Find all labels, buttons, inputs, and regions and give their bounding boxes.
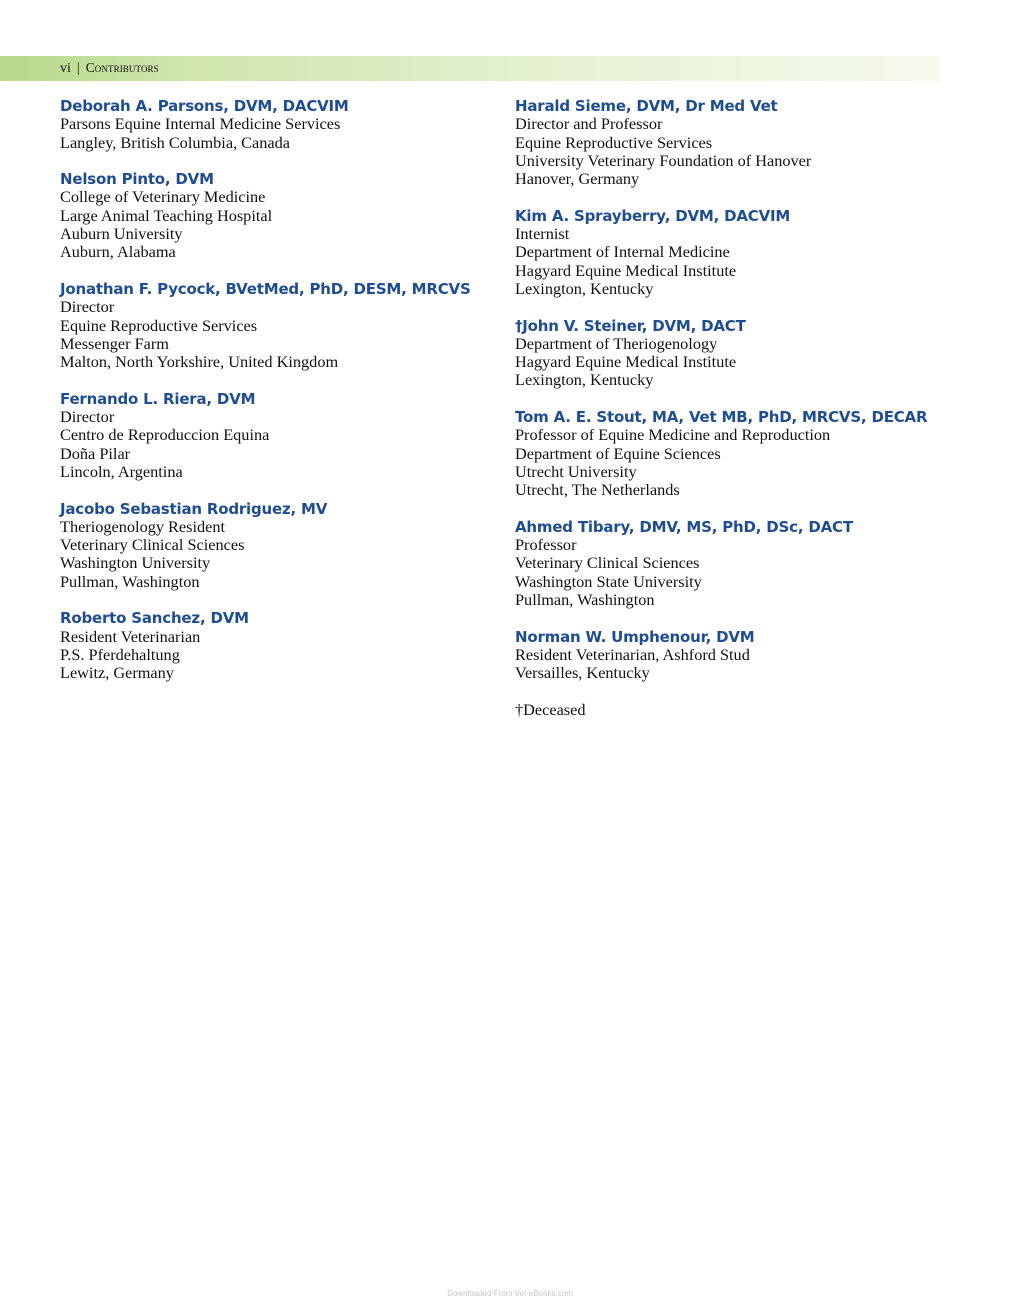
affiliation-line: Langley, British Columbia, Canada bbox=[60, 132, 291, 152]
affiliation-line: Resident Veterinarian, Ashford Stud bbox=[515, 644, 750, 664]
affiliation-line: Pullman, Washington bbox=[60, 571, 200, 591]
affiliation-line: Director bbox=[60, 297, 115, 317]
contributor-entry bbox=[515, 207, 955, 298]
affiliation-line: P.S. Pferdehaltung bbox=[60, 644, 180, 664]
affiliation-line: Messenger Farm bbox=[60, 333, 169, 353]
affiliation-line: Equine Reproductive Services bbox=[515, 132, 713, 152]
affiliation-line: Lincoln, Argentina bbox=[60, 461, 183, 481]
deceased-footnote: †Deceased bbox=[515, 699, 586, 719]
affiliation-line: Utrecht University bbox=[515, 461, 637, 481]
affiliation-line: Department of Internal Medicine bbox=[515, 242, 730, 262]
contributor-name: Fernando L. Riera, DVM bbox=[60, 389, 256, 408]
affiliation-line: Utrecht, The Netherlands bbox=[515, 480, 680, 500]
contributor-entry bbox=[515, 518, 955, 609]
affiliation-line: Washington University bbox=[60, 553, 211, 573]
affiliation-line: Lexington, Kentucky bbox=[515, 278, 654, 298]
affiliation-line: Professor of Equine Medicine and Reproduction bbox=[515, 425, 831, 445]
affiliation-line: College of Veterinary Medicine bbox=[60, 187, 266, 207]
download-watermark: Downloaded From Vet-eBooks.com bbox=[447, 1289, 573, 1298]
affiliation-line: Internist bbox=[515, 224, 570, 244]
affiliation-line: Veterinary Clinical Sciences bbox=[60, 535, 245, 555]
contributor-name: Norman W. Umphenour, DVM bbox=[515, 627, 755, 646]
affiliation-line: Hagyard Equine Medical Institute bbox=[515, 352, 737, 372]
contributor-entry bbox=[60, 170, 500, 261]
affiliation-line: Department of Theriogenology bbox=[515, 333, 718, 353]
affiliation-line: Professor bbox=[515, 535, 577, 555]
affiliation-line: Washington State University bbox=[515, 571, 702, 591]
affiliation-line: Malton, North Yorkshire, United Kingdom bbox=[60, 352, 339, 372]
affiliation-line: Lexington, Kentucky bbox=[515, 370, 654, 390]
header-separator: | bbox=[76, 61, 80, 76]
affiliation-line: Hanover, Germany bbox=[515, 169, 640, 189]
contributor-entry bbox=[60, 500, 500, 591]
contributor-entry bbox=[60, 97, 500, 152]
contributor-name: Ahmed Tibary, DMV, MS, PhD, DSc, DACT bbox=[515, 517, 853, 536]
contributor-name: Tom A. E. Stout, MA, Vet MB, PhD, MRCVS, DECAR bbox=[515, 408, 928, 427]
contributor-entry bbox=[60, 390, 500, 481]
contributor-entry bbox=[60, 609, 500, 682]
affiliation-line: Auburn University bbox=[60, 224, 183, 244]
contributors-column-right bbox=[515, 97, 955, 719]
affiliation-line: Director and Professor bbox=[515, 114, 663, 134]
affiliation-line: Resident Veterinarian bbox=[60, 626, 201, 646]
contributor-name: Jacobo Sebastian Rodriguez, MV bbox=[60, 499, 328, 518]
contributor-name: Harald Sieme, DVM, Dr Med Vet bbox=[515, 97, 778, 115]
affiliation-line: Hagyard Equine Medical Institute bbox=[515, 260, 737, 280]
affiliation-line: Centro de Reproduccion Equina bbox=[60, 425, 270, 445]
contributor-name: Nelson Pinto, DVM bbox=[60, 170, 214, 189]
contributor-entry bbox=[515, 97, 955, 188]
contributor-name: Deborah A. Parsons, DVM, DACVIM bbox=[60, 97, 349, 115]
affiliation-line: Director bbox=[60, 407, 115, 427]
running-header bbox=[60, 60, 159, 77]
contributor-entry bbox=[60, 280, 500, 371]
affiliation-line: Versailles, Kentucky bbox=[515, 663, 650, 683]
affiliation-line: Pullman, Washington bbox=[515, 590, 655, 610]
affiliation-line: Lewitz, Germany bbox=[60, 663, 174, 683]
contributor-name: Jonathan F. Pycock, BVetMed, PhD, DESM, MRCVS bbox=[60, 279, 471, 298]
affiliation-line: Doña Pilar bbox=[60, 443, 131, 463]
contributors-column-left bbox=[60, 97, 500, 701]
contributor-entry bbox=[515, 317, 955, 390]
contributor-name: Roberto Sanchez, DVM bbox=[60, 609, 249, 628]
affiliation-line: Equine Reproductive Services bbox=[60, 315, 258, 335]
section-title: Contributors bbox=[85, 60, 159, 75]
affiliation-line: Veterinary Clinical Sciences bbox=[515, 553, 700, 573]
affiliation-line: University Veterinary Foundation of Hanover bbox=[515, 150, 812, 170]
affiliation-line: Large Animal Teaching Hospital bbox=[60, 205, 273, 225]
affiliation-line: Department of Equine Sciences bbox=[515, 443, 721, 463]
contributor-entry bbox=[515, 408, 955, 499]
affiliation-line: Auburn, Alabama bbox=[60, 242, 176, 262]
affiliation-line: Theriogenology Resident bbox=[60, 516, 226, 536]
contributor-entry bbox=[515, 628, 955, 683]
affiliation-line: Parsons Equine Internal Medicine Services bbox=[60, 114, 341, 134]
contributor-name: Kim A. Sprayberry, DVM, DACVIM bbox=[515, 206, 791, 225]
contributor-name: †John V. Steiner, DVM, DACT bbox=[515, 316, 746, 335]
page-number: vi bbox=[60, 61, 71, 76]
